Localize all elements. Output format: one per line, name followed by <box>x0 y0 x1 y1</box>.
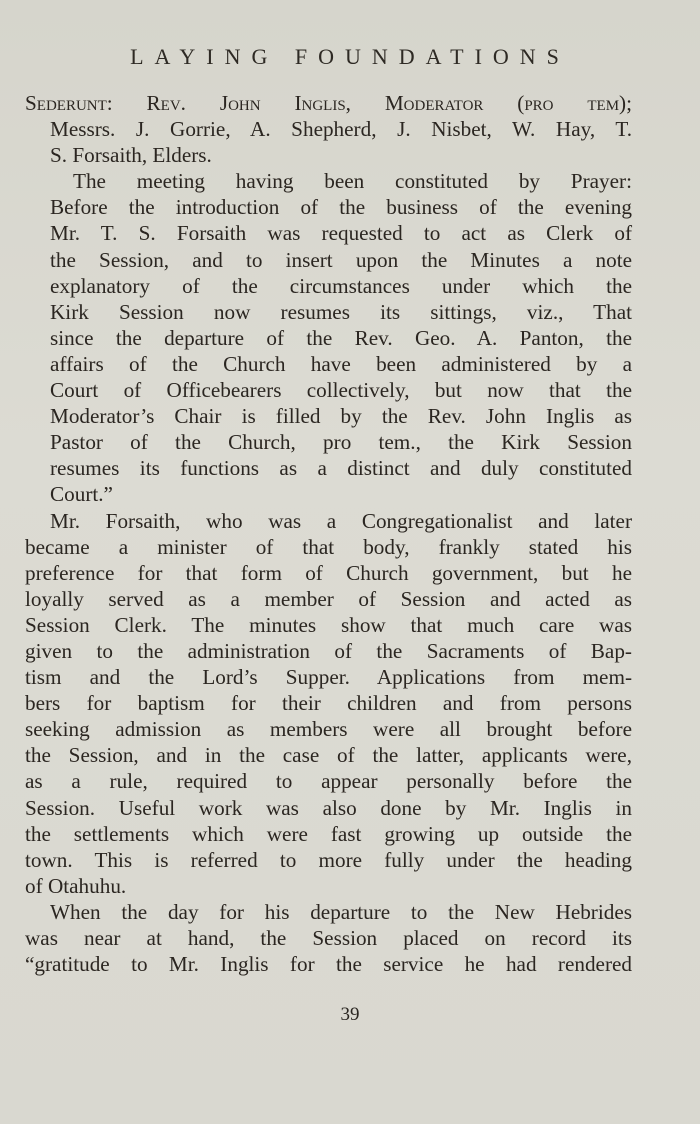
text-line: given to the administration of the Sacraments of Bap- <box>25 638 632 663</box>
paragraph-sederunt <box>25 90 632 168</box>
text-line: town. This is referred to more fully under the heading <box>25 847 632 872</box>
paragraph-forsaith <box>25 508 632 899</box>
text-line: as a rule, required to appear personally before the <box>25 769 632 794</box>
paragraph-meeting <box>25 168 632 507</box>
text-line: S. Forsaith, Elders. <box>50 143 212 168</box>
text-line: When the day for his departure to the New Hebrides <box>50 899 632 924</box>
text-line: explanatory of the circumstances under which the <box>50 273 632 298</box>
text-line: tism and the Lord’s Supper. Applications from mem- <box>25 665 632 690</box>
text-line: the settlements which were fast growing up outside the <box>25 821 632 846</box>
text-line: loyally served as a member of Session and acted as <box>25 586 632 611</box>
text-line: since the departure of the Rev. Geo. A. Panton, the <box>50 325 632 350</box>
text-line: preference for that form of Church government, but he <box>25 560 632 585</box>
text-line: became a minister of that body, frankly stated his <box>25 534 632 559</box>
text-line: Mr. T. S. Forsaith was requested to act as Clerk of <box>50 221 632 246</box>
text-line: Session Clerk. The minutes show that much care was <box>25 612 632 637</box>
paragraph-departure <box>25 899 632 977</box>
text-line: was near at hand, the Session placed on record its <box>25 926 632 950</box>
text-line: affairs of the Church have been administered by a <box>50 351 632 376</box>
text-line: Mr. Forsaith, who was a Congregationalist and later <box>50 508 632 533</box>
text-line: Kirk Session now resumes its sittings, viz., That <box>50 299 632 324</box>
running-head: LAYING FOUNDATIONS <box>130 44 570 69</box>
text-line: The meeting having been constituted by Prayer: <box>73 169 632 194</box>
text-line: Session. Useful work was also done by Mr. Inglis in <box>25 795 632 820</box>
text-line: resumes its functions as a distinct and duly constituted <box>50 456 632 481</box>
text-line: seeking admission as members were all brought before <box>25 717 632 742</box>
text-line: “gratitude to Mr. Inglis for the service he had rendered <box>25 952 632 977</box>
page-number: 39 <box>340 1004 360 1025</box>
text-line: Pastor of the Church, pro tem., the Kirk Session <box>50 430 632 455</box>
text-line: bers for baptism for their children and from persons <box>25 691 632 716</box>
text-line: the Session, and to insert upon the Minutes a note <box>50 247 632 272</box>
text-line: Messrs. J. Gorrie, A. Shepherd, J. Nisbet, W. Hay, T. <box>50 117 632 142</box>
body-text <box>25 90 632 977</box>
text-line: Before the introduction of the business of the evening <box>50 195 632 220</box>
text-line: the Session, and in the case of the latter, applicants were, <box>25 743 632 768</box>
text-line: Court of Officebearers collectively, but now that the <box>50 378 632 403</box>
text-line: of Otahuhu. <box>25 873 127 898</box>
text-line: Moderator’s Chair is filled by the Rev. John Inglis as <box>50 404 632 429</box>
text-line: Court.” <box>50 482 113 507</box>
text-line: Sederunt: Rev. John Inglis, Moderator (pro tem); <box>25 91 632 115</box>
